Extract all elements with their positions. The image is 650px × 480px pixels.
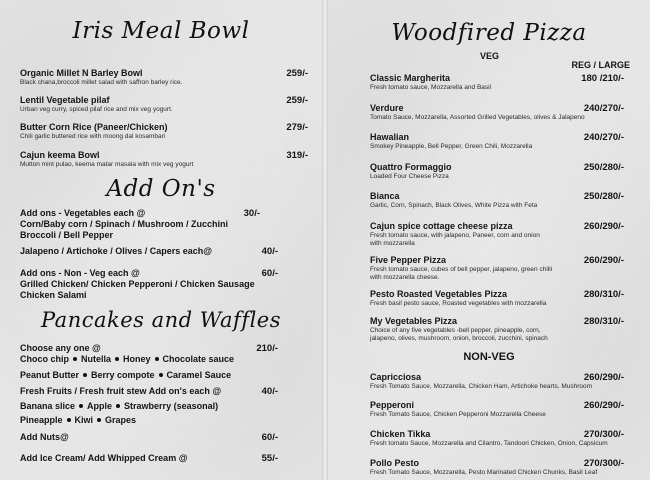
addon-nonveg-line: Add ons - Non - Veg each @ bbox=[20, 268, 140, 278]
item-name: Cajun keema Bowl bbox=[20, 150, 100, 160]
pancake-icecream-price: 55/- bbox=[261, 453, 278, 464]
option-berry-compote: Berry compote bbox=[91, 370, 155, 380]
pizza-desc: with mozzarella bbox=[370, 240, 415, 247]
pizza-price: 280/310/- bbox=[583, 289, 624, 300]
pizza-price: 250/280/- bbox=[583, 162, 624, 173]
right-menu-page bbox=[328, 0, 650, 480]
pizza-desc: Fresh Tomato Sauce, Mozzarella, Chicken Ham, Artichoke hearts, Mushroom bbox=[370, 383, 593, 390]
addon-veg-block bbox=[20, 208, 308, 241]
bullet-icon bbox=[115, 357, 119, 361]
addon-veg-line: Add ons - Vegetables each @ bbox=[20, 208, 146, 218]
pizza-name: Classic Margherita bbox=[370, 73, 451, 83]
pancake-options-line bbox=[20, 354, 308, 365]
item-name: Lentil Vegetable pilaf bbox=[20, 95, 110, 105]
pizza-item bbox=[370, 103, 624, 122]
option-strawberry: Strawberry (seasonal) bbox=[124, 401, 219, 411]
pizza-desc: Garlic, Corn, Spinach, Black Olives, White Pizza with Feta bbox=[370, 202, 538, 209]
item-desc: Chili garlic buttered rice with moong dal kosambari bbox=[20, 133, 166, 140]
addon-veg-line: Corn/Baby corn / Spinach / Mushroom / Zucchini bbox=[20, 219, 229, 229]
pizza-item bbox=[370, 372, 624, 391]
pizza-item bbox=[370, 458, 624, 477]
pancake-nuts-block bbox=[20, 432, 308, 443]
addons-title: Add On's bbox=[106, 176, 216, 202]
pizza-item bbox=[370, 191, 624, 210]
menu-item bbox=[20, 68, 308, 87]
option-chocolate-sauce: Chocolate sauce bbox=[162, 354, 235, 364]
pizza-desc: jalapeno, olives, mushroom, onion, broccoli, zucchini, spinach bbox=[370, 335, 548, 342]
pizza-name: Pepperoni bbox=[370, 400, 415, 410]
pizza-price: 240/270/- bbox=[583, 132, 624, 143]
bullet-icon bbox=[73, 357, 77, 361]
pizza-price: 260/290/- bbox=[583, 372, 624, 383]
pancake-fruits-price: 40/- bbox=[261, 386, 278, 397]
option-pineapple: Pineapple bbox=[20, 415, 63, 425]
addon-nonveg-line: Chicken Salami bbox=[20, 290, 87, 300]
pizza-price: 270/300/- bbox=[583, 458, 624, 469]
item-desc: Black chana,broccoli millet salad with saffron barley rice. bbox=[20, 79, 183, 86]
pizza-item bbox=[370, 132, 624, 151]
pizza-desc: Fresh basil pesto sauce, Roasted vegetables with mozzarella bbox=[370, 300, 547, 307]
pizza-desc: Fresh Tomato Sauce, Chicken Pepperoni Mozzarella Cheese bbox=[370, 411, 546, 418]
option-choco-chip: Choco chip bbox=[20, 354, 69, 364]
pizza-desc: Choice of any five vegetables -bell pepper, pineapple, corn, bbox=[370, 327, 541, 334]
bullet-icon bbox=[67, 418, 71, 422]
pizza-item bbox=[370, 400, 624, 419]
addon-nonveg-line: Grilled Chicken/ Chicken Pepperoni / Chicken Sausage bbox=[20, 279, 255, 289]
pizza-item bbox=[370, 316, 624, 343]
pizza-desc: Fresh tomato Sauce, Mozzarella and Cilantro, Tandoori Chicken, Onion, Capsicum bbox=[370, 440, 608, 447]
pizza-desc: Fresh Tomato Sauce, Mozzarella, Pesto Marinated Chicken Chunks, Basil Leaf bbox=[370, 469, 598, 476]
option-caramel-sauce: Caramel Sauce bbox=[166, 370, 232, 380]
meal-bowl-title: Iris Meal Bowl bbox=[72, 18, 250, 44]
pizza-price: 280/310/- bbox=[583, 316, 624, 327]
pancake-fruits-options bbox=[20, 415, 308, 426]
bullet-icon bbox=[97, 418, 101, 422]
pancake-icecream-block bbox=[20, 453, 308, 464]
pizza-name: Capricciosa bbox=[370, 372, 422, 382]
pizza-title: Woodfired Pizza bbox=[391, 20, 587, 46]
pizza-name: Chicken Tikka bbox=[370, 429, 431, 439]
pizza-price: 240/270/- bbox=[583, 103, 624, 114]
addon-veg-line: Broccoli / Bell Pepper bbox=[20, 230, 114, 240]
pizza-item bbox=[370, 429, 624, 448]
pizza-item bbox=[370, 289, 624, 308]
menu-item bbox=[20, 95, 308, 114]
item-price: 259/- bbox=[286, 68, 308, 79]
addon-veg-price: 30/- bbox=[243, 208, 260, 219]
pancake-fruits-block bbox=[20, 386, 308, 426]
pizza-name: Bianca bbox=[370, 191, 400, 201]
item-name: Butter Corn Rice (Paneer/Chicken) bbox=[20, 122, 168, 132]
pizza-desc: Tomato Sauce, Mozzarella, Assorted Grilled Vegetables, olives & Jalapeno bbox=[370, 114, 585, 121]
menu-item bbox=[20, 150, 308, 169]
option-peanut-butter: Peanut Butter bbox=[20, 370, 80, 380]
item-name: Organic Millet N Barley Bowl bbox=[20, 68, 143, 78]
pancake-nuts-price: 60/- bbox=[261, 432, 278, 443]
pizza-price: 260/290/- bbox=[583, 400, 624, 411]
addon-nonveg-block bbox=[20, 268, 308, 301]
pizza-name: Hawalian bbox=[370, 132, 410, 142]
pancake-options-line bbox=[20, 370, 308, 381]
item-price: 259/- bbox=[286, 95, 308, 106]
bullet-icon bbox=[83, 373, 87, 377]
pancakes-title: Pancakes and Waffles bbox=[40, 308, 282, 332]
pizza-desc: Fresh tomato sauce, with jalapeno, Paneer, corn and onion bbox=[370, 232, 540, 239]
addon-jalapeno-block bbox=[20, 246, 308, 257]
option-banana: Banana slice bbox=[20, 401, 76, 411]
option-grapes: Grapes bbox=[105, 415, 137, 425]
bullet-icon bbox=[155, 357, 159, 361]
pizza-name: Pesto Roasted Vegetables Pizza bbox=[370, 289, 508, 299]
pizza-name: My Vegetables Pizza bbox=[370, 316, 458, 326]
pizza-desc: with mozzarella cheese. bbox=[370, 274, 440, 281]
pancake-choose-block bbox=[20, 343, 308, 381]
pancake-choose-price: 210/- bbox=[256, 343, 278, 354]
pizza-name: Quattro Formaggio bbox=[370, 162, 452, 172]
size-label: REG / LARGE bbox=[571, 60, 630, 70]
veg-label: VEG bbox=[480, 51, 500, 61]
menu-item bbox=[20, 122, 308, 141]
option-kiwi: Kiwi bbox=[74, 415, 94, 425]
pizza-price: 250/280/- bbox=[583, 191, 624, 202]
pizza-item bbox=[370, 162, 624, 181]
pizza-name: Verdure bbox=[370, 103, 404, 113]
item-price: 319/- bbox=[286, 150, 308, 161]
addon-nonveg-price: 60/- bbox=[261, 268, 278, 279]
bullet-icon bbox=[79, 404, 83, 408]
pizza-item bbox=[370, 73, 624, 92]
option-apple: Apple bbox=[87, 401, 113, 411]
pancake-icecream-line: Add Ice Cream/ Add Whipped Cream @ bbox=[20, 453, 188, 463]
option-nutella: Nutella bbox=[81, 354, 112, 364]
pizza-name: Pollo Pesto bbox=[370, 458, 420, 468]
option-honey: Honey bbox=[123, 354, 151, 364]
pancake-fruits-line: Fresh Fruits / Fresh fruit stew Add on's each @ bbox=[20, 386, 222, 396]
left-menu-page bbox=[0, 0, 322, 480]
pancake-nuts-line: Add Nuts@ bbox=[20, 432, 69, 442]
pizza-price: 260/290/- bbox=[583, 255, 624, 266]
pizza-name: Five Pepper Pizza bbox=[370, 255, 447, 265]
pizza-item bbox=[370, 221, 624, 248]
nonveg-label: NON-VEG bbox=[463, 351, 515, 363]
pizza-price: 270/300/- bbox=[583, 429, 624, 440]
pizza-item bbox=[370, 255, 624, 282]
item-price: 279/- bbox=[286, 122, 308, 133]
bullet-icon bbox=[116, 404, 120, 408]
addon-jalapeno-price: 40/- bbox=[261, 246, 278, 257]
pancake-fruits-options bbox=[20, 401, 308, 412]
pizza-desc: Smokey Pineapple, Bell Pepper, Green Chili, Mozzarella bbox=[370, 143, 533, 150]
pancake-choose-line: Choose any one @ bbox=[20, 343, 101, 353]
item-desc: Urban veg curry, spiced pilaf rice and mix veg yogurt. bbox=[20, 106, 173, 113]
pizza-desc: Fresh tomato sauce, cubes of bell pepper, jalapeno, green chilli bbox=[370, 266, 553, 273]
pizza-price: 180 /210/- bbox=[581, 73, 624, 84]
pizza-name: Cajun spice cottage cheese pizza bbox=[370, 221, 513, 231]
pizza-desc: Fresh tomato sauce, Mozzarella and Basil bbox=[370, 84, 492, 91]
pizza-desc: Loaded Four Cheese Pizza bbox=[370, 173, 449, 180]
item-desc: Mutton mint pulao, keema matar masala with mix veg yogurt bbox=[20, 161, 194, 168]
bullet-icon bbox=[159, 373, 163, 377]
addon-jalapeno-line: Jalapeno / Artichoke / Olives / Capers each@ bbox=[20, 246, 213, 256]
pizza-price: 260/290/- bbox=[583, 221, 624, 232]
